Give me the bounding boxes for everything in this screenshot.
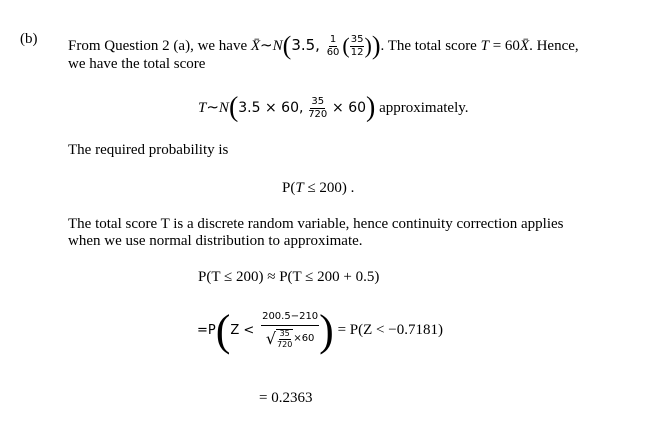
dist-frac-den: 720: [308, 109, 328, 121]
sqrt-num: 35: [279, 329, 290, 338]
inner-frac-num: 35: [350, 34, 364, 46]
intro-fraction: [326, 35, 341, 58]
prob-right: ≤ 200) .: [303, 180, 355, 196]
intro-mean: 3.5,: [291, 36, 320, 54]
inner-close-paren: ): [364, 33, 372, 58]
part-label: (b): [20, 31, 38, 47]
inner-open-paren: (: [342, 33, 350, 58]
z-result: = P(Z < −0.7181): [337, 322, 443, 338]
intro-prefix: From Question 2 (a), we have: [68, 38, 251, 54]
tilde-symbol: ∼: [260, 38, 273, 54]
sqrt-expression: [266, 329, 315, 349]
required-text: The required probability is: [68, 142, 229, 158]
sqrt-icon: √: [265, 329, 277, 348]
dist-close-paren: ): [366, 92, 376, 123]
dist-times: × 60: [332, 100, 367, 116]
intro-frac-den: 60: [326, 47, 340, 59]
z-close-paren: ): [319, 306, 334, 355]
probability-expression: [282, 180, 354, 197]
z-numerator: 200.5−210: [261, 312, 319, 326]
prob-T: T: [295, 180, 304, 196]
xbar-symbol-2: X̄: [519, 38, 530, 54]
dist-tilde: ∼: [206, 100, 219, 116]
intro-line-2: we have the total score: [68, 56, 206, 72]
inner-frac-den: 12: [350, 47, 364, 59]
close-paren: ): [371, 31, 381, 60]
sqrt-fraction: [276, 329, 293, 349]
final-answer: = 0.2363: [259, 390, 313, 406]
dist-N: N: [218, 100, 229, 116]
dist-mean: 3.5 × 60,: [238, 100, 304, 116]
open-paren: (: [282, 31, 292, 60]
dist-open-paren: (: [228, 92, 239, 123]
T-symbol: T: [480, 38, 489, 54]
dist-frac-num: 35: [311, 96, 325, 108]
z-denominator: [265, 326, 316, 349]
intro-frac-num: 1: [329, 34, 337, 46]
dist-fraction: [307, 97, 328, 120]
sqrt-times: ×60: [293, 333, 315, 344]
dist-T: T: [198, 100, 207, 116]
intro-suffix-b: . Hence,: [529, 38, 579, 54]
z-symbol: Z <: [230, 323, 255, 338]
z-fraction: [261, 312, 319, 349]
intro-suffix-a: . The total score: [380, 38, 481, 54]
continuity-text-2: when we use normal distribution to approximate.: [68, 233, 363, 249]
intro-eq: = 60: [488, 38, 520, 54]
continuity-text-1: The total score T is a discrete random variable, hence continuity correction applies: [68, 216, 564, 232]
normal-symbol: N: [272, 38, 283, 54]
z-standardization: [197, 305, 443, 365]
inner-fraction: [350, 35, 365, 58]
approx-line: P(T ≤ 200) ≈ P(T ≤ 200 + 0.5): [198, 269, 380, 285]
xbar-symbol: X̄: [250, 38, 261, 54]
prob-left: P(: [282, 180, 296, 196]
distribution-T: [198, 92, 469, 124]
sqrt-den: 720: [277, 340, 293, 349]
z-prefix: =P: [197, 323, 216, 338]
z-open-paren: (: [215, 306, 231, 355]
dist-approx: approximately.: [375, 100, 469, 116]
